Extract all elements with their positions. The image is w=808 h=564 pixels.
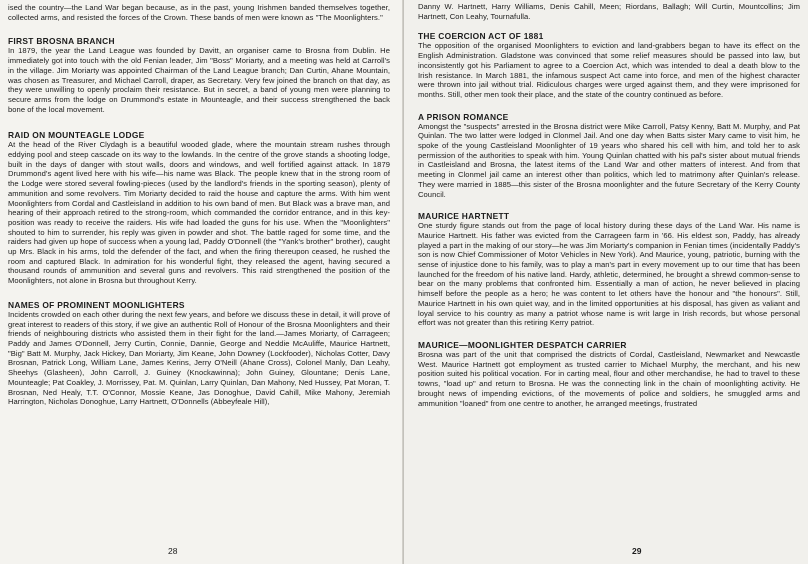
paragraph-coercion-act: The opposition of the organised Moonlighters to eviction and land-grabbers began to have its effect on the English Administration. Gladstone was convinced that some relief measures should be passed into law, but inconsistently got his Parliament to agree to a Coercion Act, which was intended to deal a death blow to the Irish resistance. In March 1881, the infamous suspect Act came into force, and men of the highest character were thrown into jail without trial. Ridiculous charges were urged against them, and they were imprisoned for months. Still, other men took their place, and the state of the country continued as before. [418, 41, 800, 99]
heading-maurice-hartnett: MAURICE HARTNETT [418, 211, 510, 222]
paragraph-names-of-prominent-moonlighters: Incidents crowded on each other during the next few years, and before we discuss these in detail, it will prove of great interest to readers of this story, if we give an authentic Roll of Honour of the Brosna Moonlighters and their friends of neighbouring districts who assisted them in their fight for the land.—James Moriarty, of Carrageen; Paddy and James O'Donnell, Jerry Curtin, Connie, Dannie, George and Neddie McAuliffe, Maurice Hartnett, "Big" Batt M. Murphy, Jack Hickey, Dan Moriarty, Jim Keane, John Downey (Lockfooder), Nicholas Cotter, Davy Brosnan, Patrick Long, William Lane, James Kerins, Jerry O'Neill (Ahane Cross), Colonel Manly, Dan Leahy, Sheehys (Glasheen), John Carroll, J. Guiney (Knockawinna); John Guiney, Glountane; Denis Lane, Mounteagle; Pat Coakley, J. Morrissey, Pat. M. Quinlan, Larry Quinlan, Dan Mahony, Ned Hussey, Pat Moran, T. Brosnan, Ned Healy, T.T. O'Connor, Mossie Keane, Jas Donoghue, David Cahill, Mike Mahony, Jeremiah Harrington, Nicholas Donoghue, Larry Hartnett, O'Donnells (Abbeyfeale Hill), [8, 309, 390, 407]
page-number-left: 28 [168, 546, 178, 556]
page-number-right: 29 [632, 546, 642, 556]
heading-raid-on-mounteagle-lodge: RAID ON MOUNTEAGLE LODGE [8, 130, 145, 141]
heading-names-of-prominent-moonlighters: NAMES OF PROMINENT MOONLIGHTERS [8, 299, 185, 310]
heading-despatch-carrier: MAURICE—MOONLIGHTER DESPATCH CARRIER [418, 339, 627, 350]
paragraph-first-brosna-branch: In 1879, the year the Land League was founded by Davitt, an organiser came to Brosna from Dublin. He immediately got into touch with the old Fenian leader, Jim "Boss" Moriarty, and a meeting was held at Carroll's in the village. Jim Moriarty was appointed Chairman of the Land League branch; Dan Curtin, Ahane Mountain, was chosen as Treasurer, and Michael Carroll, draper, as Secretary. Very few joined the branch on that day, as they were unwilling to openly proclaim their resistance. But in secret, a band of young men were planning to secure arms from the lodge on Drummond's estate in Mounteagle, and their success strengthened the back bone of the local movement. [8, 46, 390, 114]
left-intro-paragraph: ised the country—the Land War began because, as in the past, young Irishmen banded themselves together, collected arms, and resisted the forces of the Crown. These bands of men were known as "The Moonlighters." [8, 3, 390, 22]
paragraph-raid-on-mounteagle-lodge: At the head of the River Clydagh is a beautiful wooded glade, where the mountain stream rushes through eddying pool and steep cascade on its way to the lowlands. In the centre of the grove stands a shooting lodge, built in the days of danger with stout walls, doors and windows, and well fortified against attack. In 1879 Drummond's agent lived here with his wife—his name was Black. The people knew that in the strong room of the Lodge were stored several fowling-pieces (used by the landlord's friends in the sporting season), plenty of ammunition and some revolvers. Tim Moriarty decided to raid the house and capture the arms. With him went Moonlighters from Cordal and Castleisland in addition to his own band of men. But Black was a brave man, and hearing of their approach retired to the strong-room, which commanded the corridor entrance, and in this key-position was ready to receive the raiders. His wife had loaded the guns for his use. When the "Moonlighters" shouted to him to surrender, his reply was given in powder and shot. The battle raged for some time, and the raiders had given up hope of success when a young lad, Paddy O'Donnell (the "Yank's brother" brother), caught up Mrs. Black in his arms, told the defender of the fact, and when the firing thereupon ceased, he rushed the room and captured Black. In admiration for his wonderful fight, they released the agent, having secured a thousand rounds of ammunition and several guns and revolvers. This raid strengthened the position of the Moonlighters, not alone in Brosna but throughout Kerry. [8, 140, 390, 286]
heading-coercion-act: THE COERCION ACT OF 1881 [418, 31, 544, 42]
paragraph-despatch-carrier: Brosna was part of the unit that comprised the districts of Cordal, Castleisland, Newmarket and Newcastle West. Maurice Hartnett got employment as trusted carrier to Michael Murphy, the merchant, and his new position suited his political vocation. For in carting meal, flour and other merchandise, he had to travel to these towns, "load up" and return to Brosna. He was the connecting link in the chain of moonlighting activity. He brought news of impending evictions, of the movements of police and soldiers, he smuggled arms and ammunition "loaned" from one centre to another, he arranged meetings, frustrated [418, 349, 800, 408]
heading-first-brosna-branch: FIRST BROSNA BRANCH [8, 36, 115, 47]
paragraph-maurice-hartnett: One sturdy figure stands out from the page of local history during these days of the Land War. His name is Maurice Hartnett. His father was evicted from the Carrageen farm in '66. His eldest son, Paddy, has already played a part in the making of our story—he was Jim Moriarty's companion in Fenian times (incidentally Paddy's son is now Chief Commissioner of Motor Vehicles in New York). And Maurice, young, patriotic, burning with the sense of injustice done to his family, was to play a man's part in every movement up to our time that has been launched for the freedom of his native land. Hardy, athletic, determined, he brought a shrewd common-sense to bear on the many problems that confronted him. Essentially a man of action, he never believed in placing himself before the people as a hero; he was content to let others have the honour and "the honours". Still, Maurice Hartnett in his own quiet way, and in the limited opportunities at his disposal, has given as valiant and loyal service to his country as many a patriot whose name is writ large in Irish records, but whose personal effort was not greater than this retiring Kerry patriot. [418, 221, 800, 328]
paragraph-prison-romance: Amongst the "suspects" arrested in the Brosna district were Mike Carroll, Patsy Kenny, Batt M. Murphy, and Pat Quinlan. The two latter were lodged in Clonmel Jail. And one day when Batts sister Mary came to visit him, he spoke of the young Castleisland Moonlighter of 19 years who shared his cell with him, and told her to ask permission of the authorities to speak with him. Young Quinlan chatted with his pal's sister about mutual friends in Castleisland and Brosna, the latest items of the Land War and other matters of interest. And from that meeting in Clonmel jail came an interest other than politics, which led to matrimony after Quinlan's release. They were married in 1885—this sister of the Brosna moonlighter and the future Secretary of the Kerry County Council. [418, 121, 800, 199]
right-page [404, 0, 808, 564]
right-intro-paragraph: Danny W. Hartnett, Harry Williams, Denis Cahill, Meen; Riordans, Ballagh; Will Curtin, Mountcollins; Jim Hartnett, Con Leahy, Tournafulla. [418, 2, 800, 21]
heading-prison-romance: A PRISON ROMANCE [418, 111, 509, 122]
